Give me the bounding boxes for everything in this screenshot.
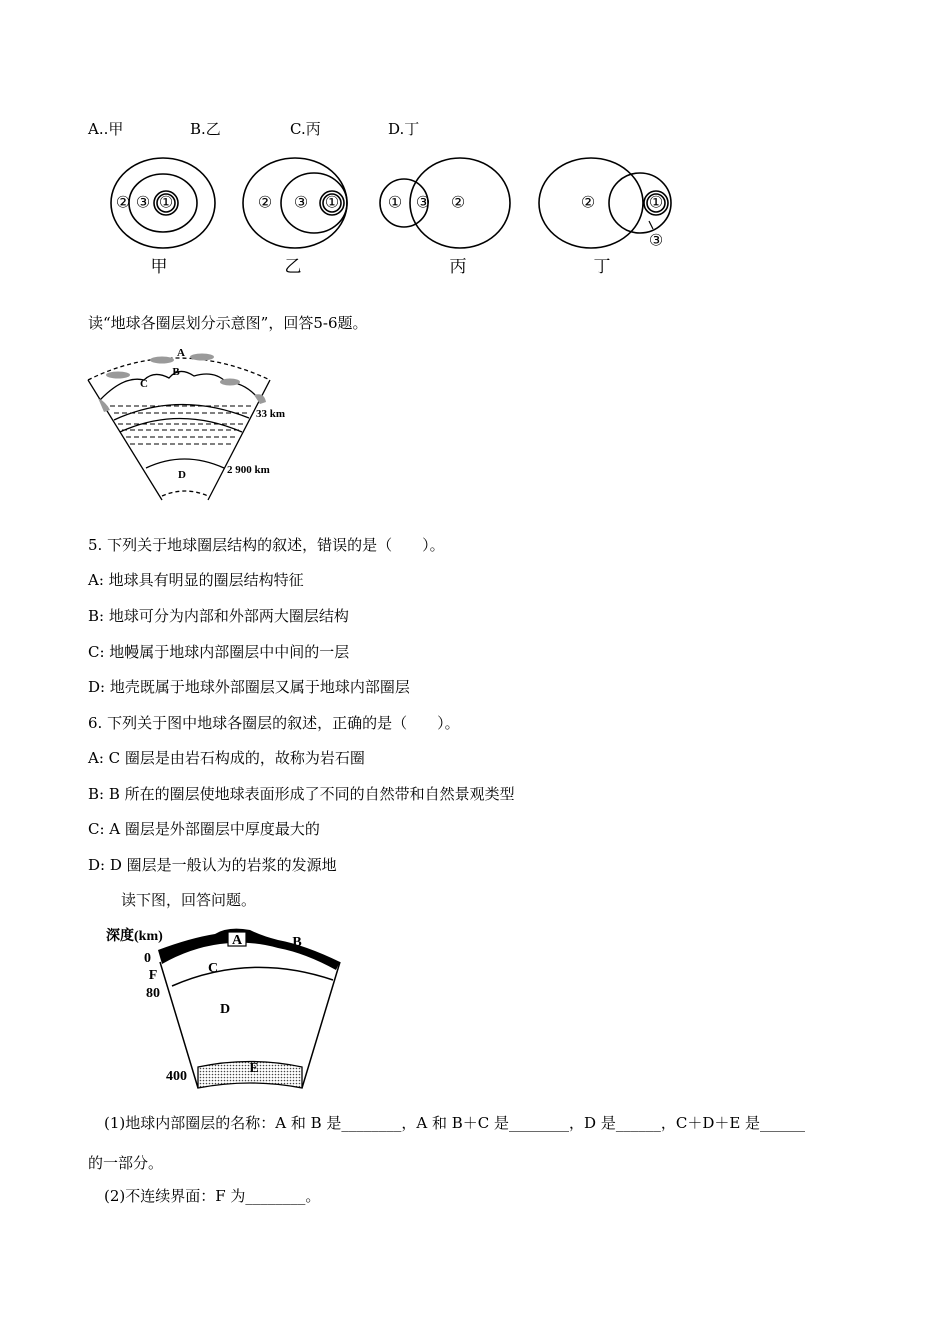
- caption-bing: 丙: [449, 257, 467, 276]
- fill-question-1: (1)地球内部圈层的名称：A 和 B 是________，A 和 B＋C 是________，D 是______，C＋D＋E 是______: [104, 1114, 806, 1132]
- q6-option-d: D: D 圈层是一般认为的岩浆的发源地: [88, 856, 337, 874]
- q6-option-a: A: C 圈层是由岩石构成的，故称为岩石圈: [88, 749, 365, 767]
- fig2-label-d: D: [219, 1002, 231, 1017]
- yi-label-1: ①: [324, 194, 340, 212]
- jia-label-1: ①: [158, 194, 174, 212]
- q5-option-a: A: 地球具有明显的圈层结构特征: [88, 571, 304, 589]
- option-c: C.丙: [290, 120, 321, 138]
- fig2-label-a: A: [231, 933, 243, 948]
- inner-arc: [162, 491, 208, 496]
- caption-jia: 甲: [150, 257, 168, 276]
- q5-option-c: C: 地幔属于地球内部圈层中中间的一层: [88, 643, 350, 661]
- q5-option-b: B: 地球可分为内部和外部两大圈层结构: [88, 607, 349, 625]
- moho-arc: [114, 404, 249, 420]
- option-a: A..甲: [88, 120, 124, 138]
- jia-label-2: ②: [115, 194, 131, 212]
- q6-stem: 6. 下列关于图中地球各圈层的叙述，正确的是（ ）。: [88, 714, 460, 732]
- option-d: D.丁: [388, 120, 420, 138]
- bing-label-1: ①: [387, 194, 403, 212]
- ding-label-2: ②: [580, 194, 596, 212]
- fig1-depth-33: 33 km: [256, 408, 286, 420]
- caption-yi: 乙: [284, 257, 302, 276]
- intro-5-6: 读“地球各圈层划分示意图”，回答5-6题。: [88, 314, 368, 332]
- ding-label-3: ③: [648, 232, 664, 250]
- q6-option-b: B: B 所在的圈层使地球表面形成了不同的自然带和自然景观类型: [88, 785, 515, 803]
- fig1-label-c: C: [140, 378, 148, 390]
- jia-label-3: ③: [135, 194, 151, 212]
- bing-label-3: ③: [415, 194, 431, 212]
- fig1-label-d: D: [178, 469, 186, 481]
- fig2-depth-0: 0: [144, 951, 151, 966]
- fig2-depth-80: 80: [146, 986, 160, 1001]
- boundary-80: [172, 967, 333, 986]
- ding-pointer: [649, 221, 653, 229]
- fig2-label-c: C: [207, 961, 219, 976]
- fig2-depth-400: 400: [166, 1069, 187, 1084]
- yi-label-2: ②: [257, 194, 273, 212]
- yi-label-3: ③: [293, 194, 309, 212]
- fill-question-2: (2)不连续界面：F 为________。: [104, 1187, 321, 1205]
- fill-question-1-cont: 的一部分。: [88, 1154, 164, 1172]
- fig2-depth-title: 深度(km): [106, 929, 163, 944]
- intro-last: 读下图，回答问题。: [121, 891, 257, 909]
- ding-label-1: ①: [648, 194, 664, 212]
- gutenberg-arc: [146, 459, 224, 468]
- earth-spheres-wedge-figure: [84, 340, 314, 505]
- bing-label-2: ②: [450, 194, 466, 212]
- fig1-label-b: B: [172, 366, 180, 378]
- option-b: B.乙: [190, 120, 221, 138]
- q5-option-d: D: 地壳既属于地球外部圈层又属于地球内部圈层: [88, 678, 410, 696]
- sphere-relationship-diagrams: [100, 150, 690, 285]
- q5-stem: 5. 下列关于地球圈层结构的叙述，错误的是（ ）。: [88, 536, 445, 554]
- caption-ding: 丁: [593, 257, 611, 276]
- fig2-label-f: F: [148, 968, 158, 983]
- lithosphere-depth-figure: [100, 920, 360, 1095]
- layer-ab-band: [158, 929, 340, 970]
- fig2-label-e: E: [249, 1061, 259, 1076]
- fig1-label-a: A: [177, 347, 185, 359]
- q6-option-c: C: A 圈层是外部圈层中厚度最大的: [88, 820, 320, 838]
- fig2-label-b: B: [292, 935, 302, 950]
- fig1-depth-2900: 2 900 km: [227, 464, 270, 476]
